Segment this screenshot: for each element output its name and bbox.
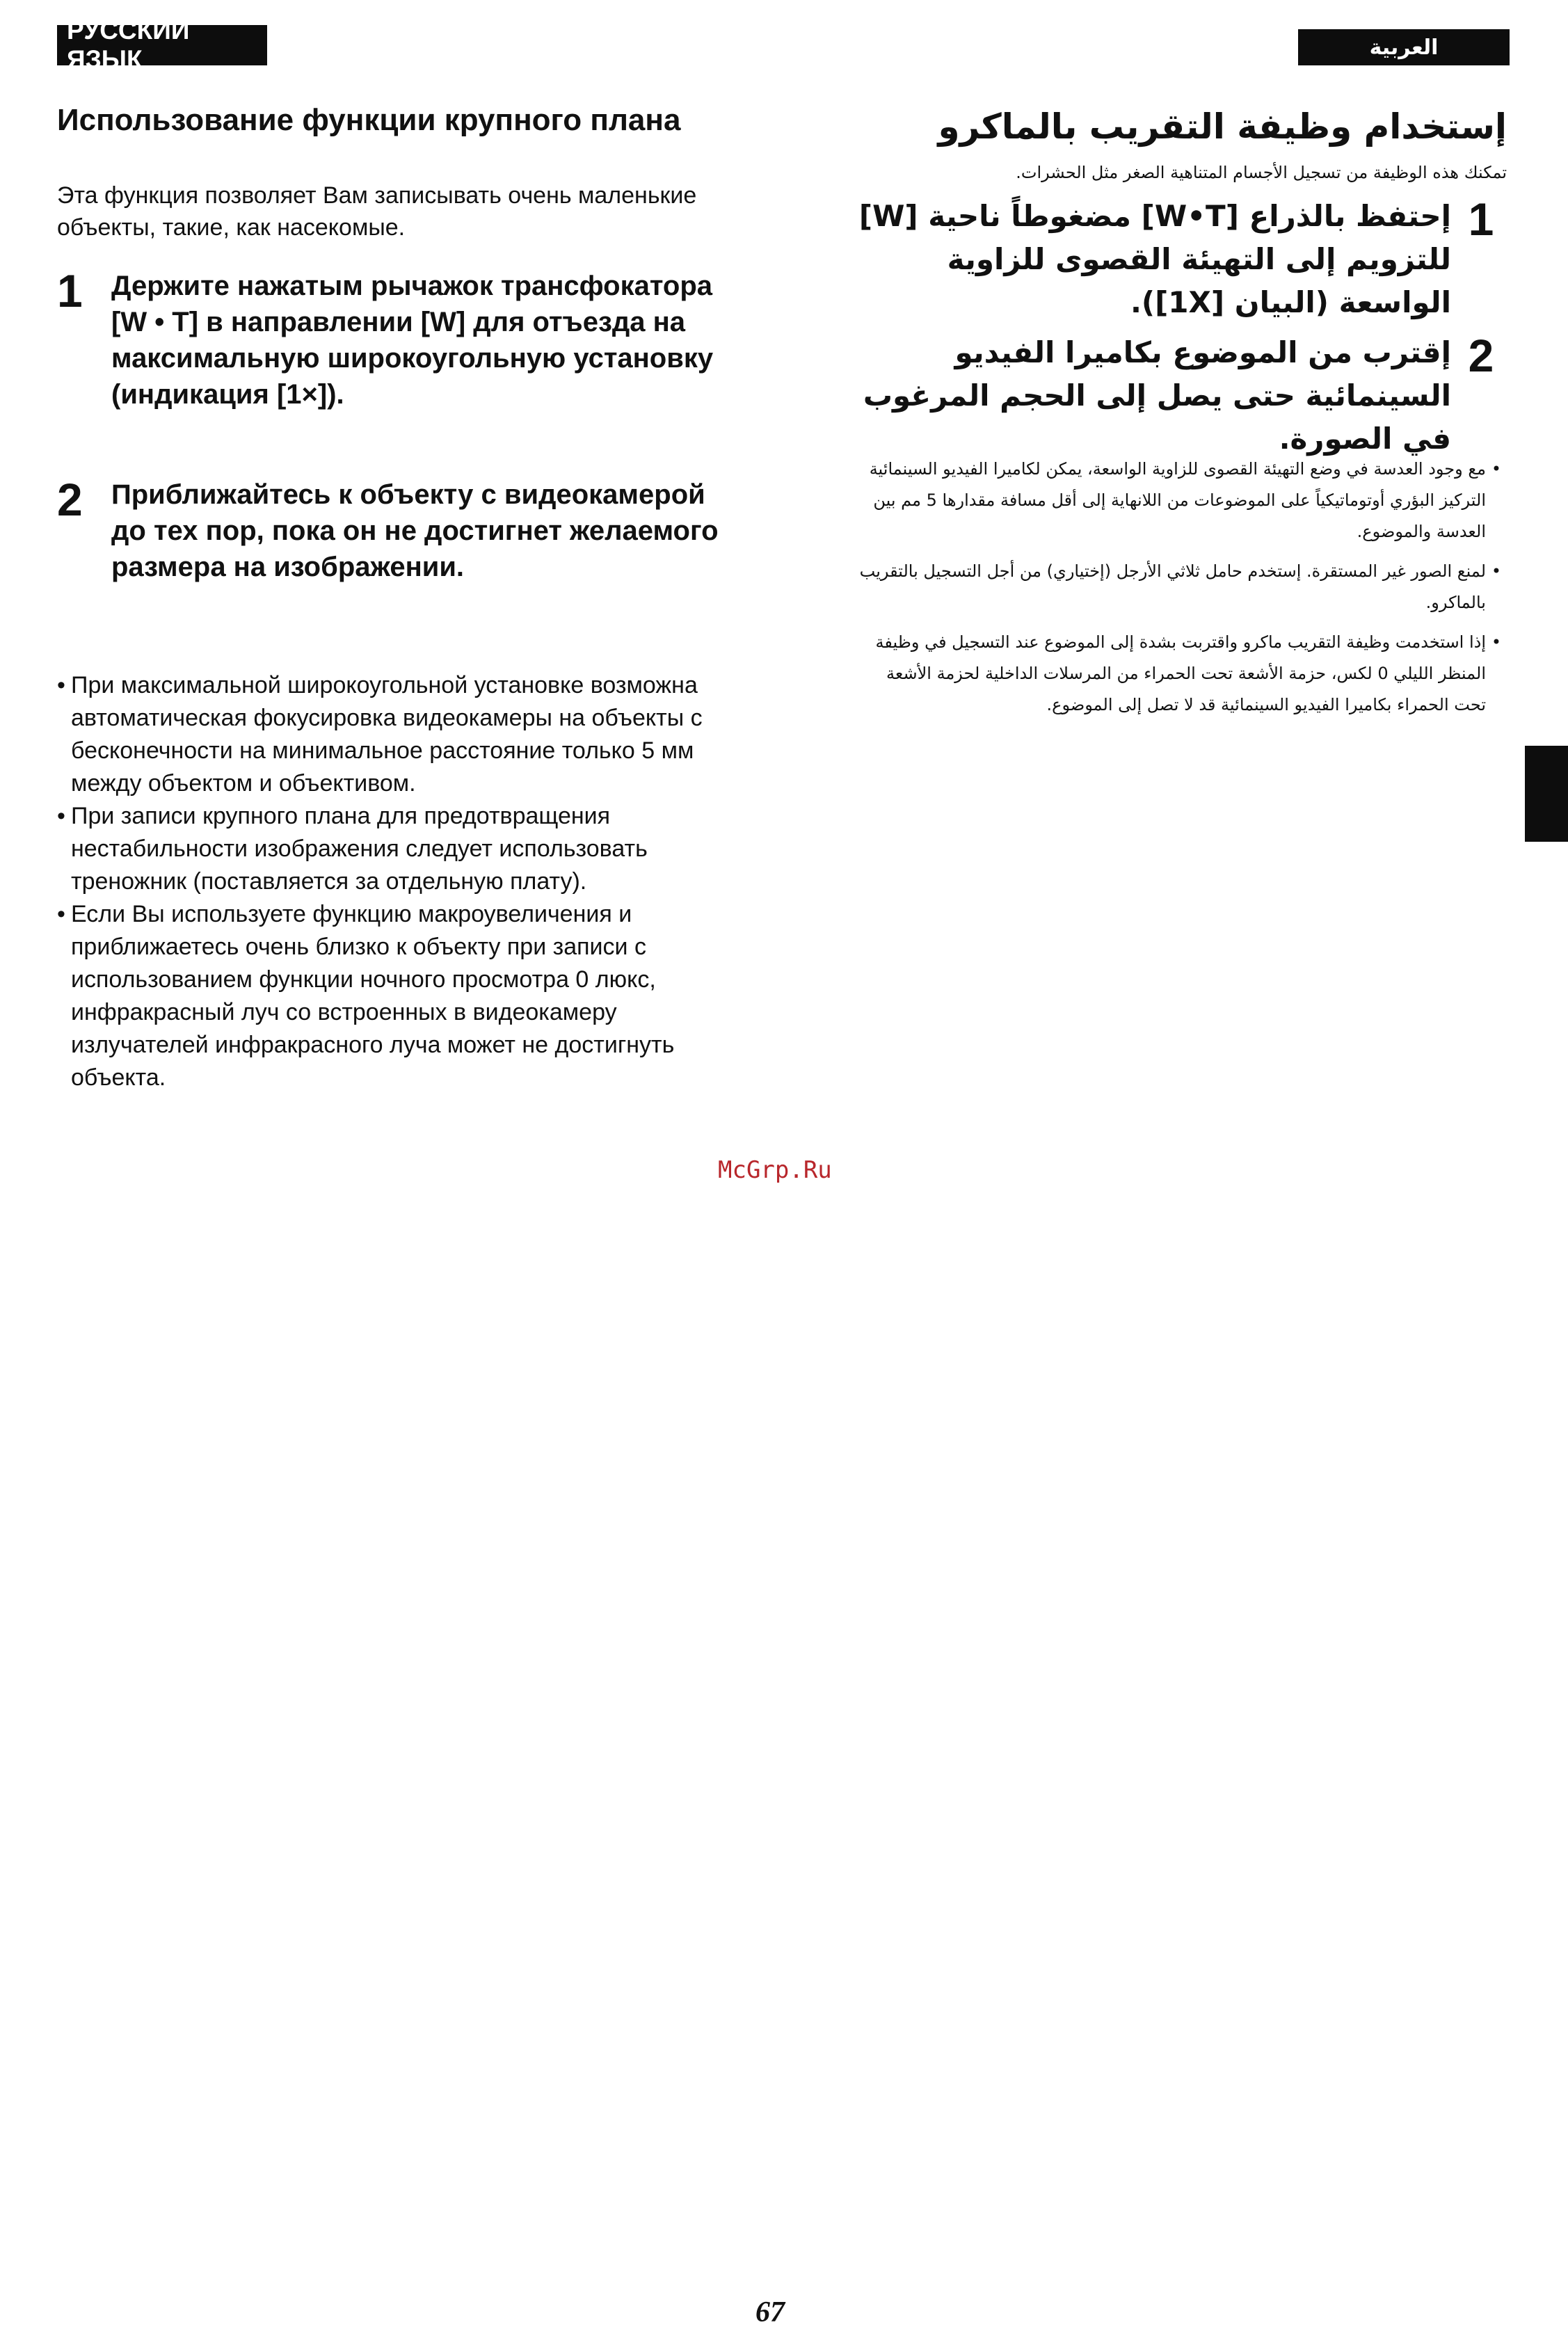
note-text: إذا استخدمت وظيفة التقريب ماكرو واقتربت بشدة إلى الموضوع عند التسجيل في وظيفة المنظر الليلي 0 لكس، حزمة الأشعة تحت الحمراء من المرسلات الداخلية لحزمة الأشعة تحت الحمراء بكاميرا الفيديو السينمائية قد لا تصل إلى الموضوع. bbox=[875, 632, 1486, 714]
arabic-intro: تمكنك هذه الوظيفة من تسجيل الأجسام المتناهية الصغر مثل الحشرات. bbox=[1016, 163, 1507, 182]
step-number: 2 bbox=[57, 474, 83, 525]
step-number: 2 bbox=[1468, 330, 1494, 381]
russian-step-2 bbox=[57, 474, 725, 585]
bullet-icon: • bbox=[57, 803, 65, 829]
note-item bbox=[839, 627, 1507, 721]
note-text: لمنع الصور غير المستقرة. إستخدم حامل ثلاثي الأرجل (إختياري) من أجل التسجيل بالتقريب بالماكرو. bbox=[859, 561, 1486, 612]
step-number: 1 bbox=[1468, 193, 1494, 245]
russian-intro: Эта функция позволяет Вам записывать очень маленькие объекты, такие, как насекомые. bbox=[57, 182, 697, 241]
note-item bbox=[839, 454, 1507, 547]
arabic-step-2 bbox=[829, 331, 1511, 461]
arabic-notes-list bbox=[839, 454, 1507, 729]
bullet-icon: • bbox=[57, 672, 65, 698]
step-text: إقترب من الموضوع بكاميرا الفيديو السينمائية حتى يصل إلى الحجم المرغوب في الصورة. bbox=[863, 335, 1451, 456]
language-tab-arabic: العربية bbox=[1298, 29, 1510, 65]
note-item bbox=[57, 669, 725, 800]
note-text: При максимальной широкоугольной установке возможна автоматическая фокусировка видеокамеры на объекты с бесконечности на минимальное расстояние только 5 мм между объектом и объективом. bbox=[71, 672, 703, 797]
note-item bbox=[57, 898, 725, 1094]
step-text: Держите нажатым рычажок трансфокатора [W • T] в направлении [W] для отъезда на максимальную широкоугольную установку (индикация [1×]). bbox=[111, 271, 714, 410]
bullet-icon: • bbox=[57, 901, 65, 927]
section-marker-tab bbox=[1525, 746, 1568, 842]
russian-notes-list bbox=[57, 669, 725, 1094]
bullet-icon: • bbox=[1491, 632, 1502, 652]
note-item bbox=[57, 800, 725, 898]
note-text: Если Вы используете функцию макроувеличения и приближаетесь очень близко к объекту при записи с использованием функции ночного просмотра 0 люкс, инфракрасный луч со встроенных в видеокамеру излучателей инфракрасного луча может не достигнуть объекта. bbox=[71, 901, 675, 1091]
bullet-icon: • bbox=[1491, 561, 1502, 581]
language-tab-russian: РУССКИЙ ЯЗЫК bbox=[57, 25, 267, 65]
russian-title: Использование функции крупного плана bbox=[57, 103, 681, 137]
step-text: Приближайтесь к объекту с видеокамерой до тех пор, пока он не достигнет желаемого размера на изображении. bbox=[111, 479, 719, 582]
note-text: مع وجود العدسة في وضع التهيئة القصوى للزاوية الواسعة، يمكن لكاميرا الفيديو السينمائية التركيز البؤري أوتوماتيكياً على الموضوعات من اللانهاية إلى أقل مسافة مقدارها 5 مم بين العدسة والموضوع. bbox=[869, 459, 1486, 541]
page-number: 67 bbox=[755, 2296, 785, 2328]
step-number: 1 bbox=[57, 265, 83, 317]
arabic-step-1 bbox=[829, 195, 1511, 324]
watermark: McGrp.Ru bbox=[718, 1156, 832, 1184]
russian-step-1 bbox=[57, 265, 725, 413]
step-text: إحتفظ بالذراع [W•T] مضغوطاً ناحية [W] للتزويم إلى التهيئة القصوى للزاوية الواسعة (البيان [1X]). bbox=[858, 199, 1451, 319]
bullet-icon: • bbox=[1491, 459, 1502, 479]
note-item bbox=[839, 556, 1507, 618]
arabic-title: إستخدام وظيفة التقريب بالماكرو bbox=[938, 106, 1507, 147]
note-text: При записи крупного плана для предотвращения нестабильности изображения следует использовать треножник (поставляется за отдельную плату). bbox=[71, 803, 648, 895]
